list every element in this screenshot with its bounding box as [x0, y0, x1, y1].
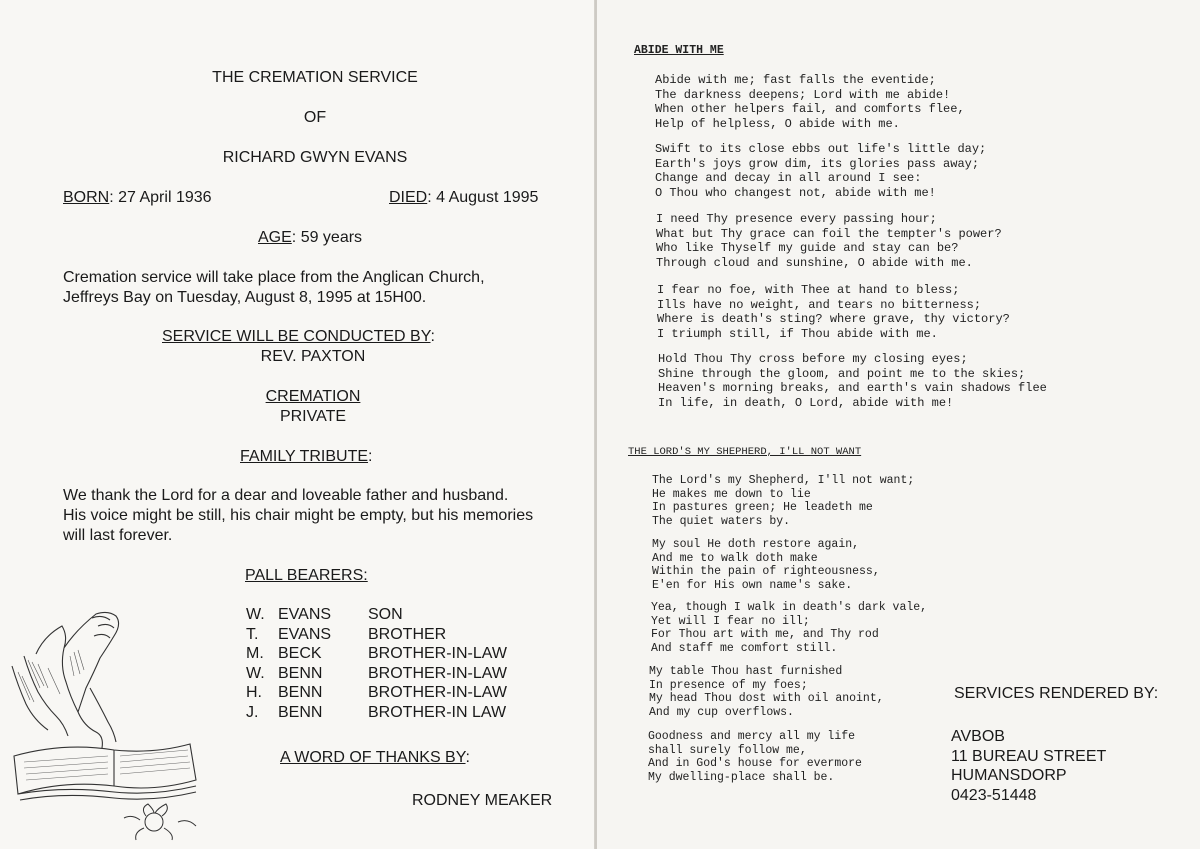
hymn2-line: shall surely follow me,: [648, 743, 807, 757]
hymn2-line: My head Thou dost with oil anoint,: [649, 692, 884, 706]
company-name: AVBOB: [951, 728, 1005, 745]
right-page: [597, 0, 1200, 849]
pall-relations: [368, 605, 507, 723]
pall-surnames: [278, 605, 331, 723]
pall-surname-5: BENN: [278, 684, 323, 702]
hymn2-line: And my cup overflows.: [649, 705, 794, 719]
pall-initial-1: W.: [246, 606, 265, 623]
hymn1-line: Heaven's morning breaks, and earth's vain shadows flee: [658, 381, 1047, 396]
conducted-heading-text: SERVICE WILL BE CONDUCTED BY: [162, 328, 431, 345]
tribute-heading-colon: :: [368, 448, 373, 465]
hymn1-line: Swift to its close ebbs out life's little day;: [655, 142, 987, 156]
hymn1-stanza-4: [657, 283, 1010, 341]
pall-relation-3: BROTHER-IN-LAW: [368, 645, 507, 663]
hymn1-line: The darkness deepens; Lord with me abide!: [655, 87, 951, 102]
deceased-name: RICHARD GWYN EVANS: [222, 149, 408, 166]
pall-relation-2: BROTHER: [368, 625, 447, 643]
hymn2-line: My table Thou hast furnished: [649, 665, 843, 678]
hymn2-line: And me to walk doth make: [652, 551, 818, 565]
hymn1-line: Who like Thyself my guide and stay can be?: [656, 241, 959, 256]
pall-bearers-heading: PALL BEARERS:: [245, 567, 368, 584]
company-phone: 0423-51448: [951, 786, 1037, 804]
pall-relation-6: BROTHER-IN LAW: [368, 703, 507, 721]
hymn1-line: What but Thy grace can foil the tempter's power?: [656, 226, 1002, 241]
age-line: [258, 229, 362, 247]
hymn1-line: Shine through the gloom, and point me to the skies;: [658, 366, 1026, 381]
hymn1-stanza-2: [655, 142, 986, 200]
cremation-private: PRIVATE: [279, 408, 347, 425]
services-heading: SERVICES RENDERED BY:: [954, 685, 1159, 702]
pall-initial-5: H.: [246, 684, 262, 702]
pall-relation-4: BROTHER-IN-LAW: [368, 664, 507, 682]
hymn2-line: E'en for His own name's sake.: [652, 578, 853, 592]
pall-initials: [246, 605, 265, 723]
thanks-heading-text: A WORD OF THANKS BY: [280, 749, 466, 766]
pall-surname-1: EVANS: [278, 606, 332, 623]
hymn2-line: My soul He doth restore again,: [652, 538, 860, 551]
pall-surname-2: EVANS: [278, 625, 332, 643]
born-line: [63, 189, 212, 207]
hymn2-line: He makes me down to lie: [652, 487, 811, 501]
hymn2-line: In presence of my foes;: [649, 678, 808, 692]
cremation-info-line2: Jeffreys Bay on Tuesday, August 8, 1995 at 15H00.: [63, 289, 427, 306]
pall-surname-4: BENN: [278, 664, 323, 682]
hymn1-title: ABIDE WITH ME: [634, 44, 724, 57]
tribute-line3: will last forever.: [63, 527, 173, 544]
thanks-by: RODNEY MEAKER: [412, 792, 553, 809]
hymn1-line: Change and decay in all around I see:: [655, 171, 922, 186]
conducted-by: REV. PAXTON: [260, 348, 366, 365]
hymn2-stanza-5: [648, 730, 862, 784]
funeral-company-block: [951, 727, 1106, 805]
hymn1-stanza-3: [656, 212, 1002, 270]
pall-initial-4: W.: [246, 664, 265, 682]
hymn2-line: Yet will I fear no ill;: [651, 614, 810, 628]
service-title: THE CREMATION SERVICE: [212, 69, 418, 86]
hymn2-stanza-4: [649, 665, 884, 719]
hymn2-title: THE LORD'S MY SHEPHERD, I'LL NOT WANT: [628, 446, 862, 458]
hymn1-stanza-1: [655, 73, 965, 131]
hymn2-line: Goodness and mercy all my life: [648, 730, 856, 743]
pall-initial-6: J.: [246, 703, 259, 721]
hymn2-line: The Lord's my Shepherd, I'll not want;: [652, 474, 915, 487]
born-value: : 27 April 1936: [109, 189, 212, 206]
hymn1-line: Hold Thou Thy cross before my closing eyes;: [658, 352, 968, 366]
hymn2-line: My dwelling-place shall be.: [648, 770, 835, 784]
hymn1-line: Earth's joys grow dim, its glories pass away;: [655, 156, 980, 171]
age-label: AGE: [258, 229, 292, 246]
company-town: HUMANSDORP: [951, 767, 1067, 784]
tribute-heading-text: FAMILY TRIBUTE: [240, 448, 369, 465]
hymn1-line: I triumph still, if Thou abide with me.: [657, 326, 938, 341]
hymn1-line: Help of helpless, O abide with me.: [655, 116, 900, 131]
cremation-info-line1: Cremation service will take place from the Anglican Church,: [63, 269, 485, 286]
thanks-heading: [280, 749, 470, 767]
died-line: [389, 189, 538, 207]
hymn2-line: Yea, though I walk in death's dark vale,: [651, 601, 928, 614]
pall-initial-2: T.: [246, 625, 259, 643]
hymn1-line: I fear no foe, with Thee at hand to bless;: [657, 283, 960, 297]
hymn1-stanza-5: [658, 352, 1047, 410]
hymn2-line: For Thou art with me, and Thy rod: [651, 628, 879, 642]
tribute-line2: His voice might be still, his chair might be empty, but his memories: [63, 507, 534, 524]
hymn1-line: O Thou who changest not, abide with me!: [655, 185, 936, 200]
tribute-line1: We thank the Lord for a dear and loveable father and husband.: [63, 487, 509, 504]
pall-initial-3: M.: [246, 645, 264, 663]
tribute-heading: [240, 448, 372, 466]
hymn2-line: The quiet waters by.: [652, 514, 791, 528]
hymn2-line: And staff me comfort still.: [651, 641, 838, 655]
hymn1-line: Through cloud and sunshine, O abide with me.: [656, 255, 973, 270]
conducted-heading: [162, 328, 435, 346]
hymn1-line: I need Thy presence every passing hour;: [656, 212, 937, 226]
born-label: BORN: [63, 189, 110, 206]
hymn2-stanza-2: [652, 538, 880, 592]
died-value: : 4 August 1995: [427, 189, 539, 206]
hymn2-stanza-3: [651, 601, 927, 655]
hymn2-stanza-1: [652, 474, 914, 528]
hymn2-line: Within the pain of righteousness,: [652, 565, 880, 579]
hymn1-line: Ills have no weight, and tears no bitterness;: [657, 297, 982, 312]
died-label: DIED: [389, 189, 428, 206]
cremation-heading: CREMATION: [265, 388, 361, 405]
pall-surname-3: BECK: [278, 645, 322, 663]
conducted-heading-colon: :: [430, 328, 435, 345]
pall-surname-6: BENN: [278, 703, 323, 721]
left-page: [0, 0, 596, 849]
company-street: 11 BUREAU STREET: [951, 747, 1107, 765]
age-value: : 59 years: [291, 229, 363, 246]
hymn1-line: Where is death's sting? where grave, thy victory?: [657, 312, 1010, 327]
hymn1-line: Abide with me; fast falls the eventide;: [655, 73, 936, 87]
pall-relation-5: BROTHER-IN-LAW: [368, 684, 507, 702]
hymn1-line: In life, in death, O Lord, abide with me!: [658, 395, 954, 410]
hymn2-line: And in God's house for evermore: [648, 757, 862, 771]
hymn2-line: In pastures green; He leadeth me: [652, 501, 873, 515]
hymn1-line: When other helpers fail, and comforts flee,: [655, 102, 965, 117]
praying-hands-bible-illustration: [4, 596, 204, 846]
thanks-heading-colon: :: [465, 749, 470, 766]
pall-relation-1: SON: [368, 606, 403, 623]
of-line: OF: [303, 109, 327, 126]
